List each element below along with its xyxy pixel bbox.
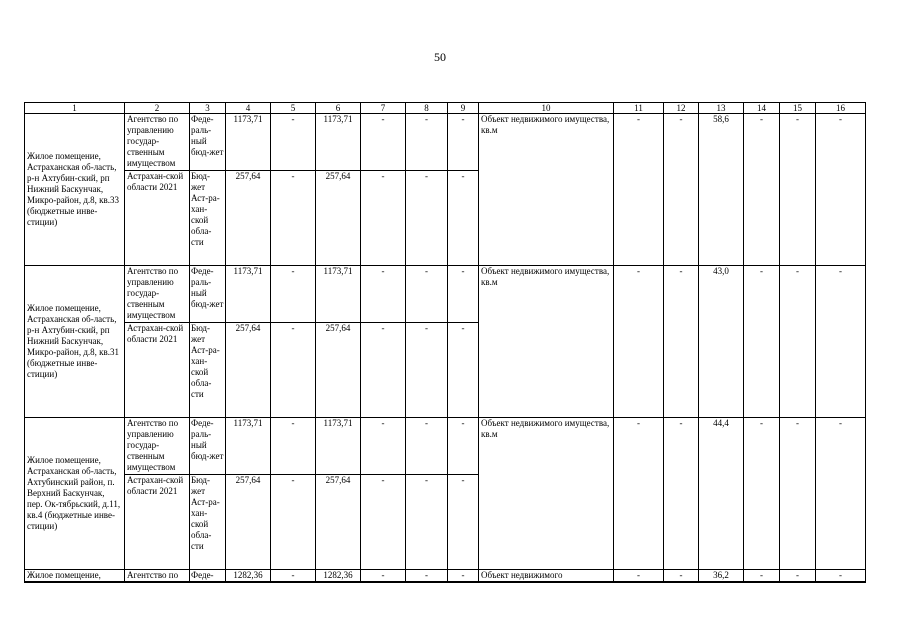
- funding-source-regional: Бюд-жет Аст-ра-хан-ской обла-сти: [190, 171, 226, 266]
- value-cell: -: [361, 323, 406, 418]
- funding-source-federal: Феде-раль-ный бюд-жет: [190, 266, 226, 323]
- value-cell: -: [448, 323, 479, 418]
- executor-agency: Агентство по: [125, 570, 190, 583]
- column-header: 7: [361, 103, 406, 114]
- column-header: 13: [699, 103, 744, 114]
- executor-agency: Агентство по управлению государ-ственным имуществом: [125, 266, 190, 323]
- amount-cell: 1173,71: [226, 114, 271, 171]
- column-header: 12: [664, 103, 699, 114]
- value-cell: -: [406, 418, 448, 475]
- executor-agency: Агентство по управлению государ-ственным имуществом: [125, 418, 190, 475]
- object-description: Жилое помещение, Астраханская об-ласть, Ахтубинский район, п. Верхний Баскунчак, пер. Ок-тябрьский, д.11, кв.4 (бюджетные инве-стиции): [25, 418, 125, 570]
- object-description: Жилое помещение, Астраханская об-ласть, р-н Ахтубин-ский, рп Нижний Баскунчак, Микро-район, д.8, кв.33 (бюджетные инве-стиции): [25, 114, 125, 266]
- value-cell: -: [448, 475, 479, 570]
- value-cell: -: [361, 475, 406, 570]
- value-cell: -: [614, 570, 664, 583]
- value-cell: -: [780, 570, 816, 583]
- column-header: 3: [190, 103, 226, 114]
- value-cell: -: [271, 266, 316, 323]
- value-cell: -: [744, 114, 780, 266]
- funding-source-regional: Бюд-жет Аст-ра-хан-ской обла-сти: [190, 475, 226, 570]
- amount-cell: 1173,71: [226, 418, 271, 475]
- column-header: 16: [816, 103, 866, 114]
- value-cell: -: [744, 418, 780, 570]
- value-cell: -: [614, 266, 664, 418]
- value-cell: -: [406, 171, 448, 266]
- value-cell: -: [664, 114, 699, 266]
- value-cell: -: [406, 475, 448, 570]
- column-header: 10: [479, 103, 614, 114]
- result-indicator: Объект недвижимого: [479, 570, 614, 583]
- total-cell: 1173,71: [316, 266, 361, 323]
- total-cell: 257,64: [316, 171, 361, 266]
- indicator-value: 44,4: [699, 418, 744, 570]
- amount-cell: 257,64: [226, 323, 271, 418]
- table-row: [25, 418, 866, 475]
- funding-source-federal: Феде-раль-ный бюд-жет: [190, 114, 226, 171]
- amount-cell: 1282,36: [226, 570, 271, 583]
- column-header: 14: [744, 103, 780, 114]
- value-cell: -: [361, 418, 406, 475]
- funding-source-federal: Феде-раль-ный бюд-жет: [190, 418, 226, 475]
- value-cell: -: [271, 570, 316, 583]
- column-header: 5: [271, 103, 316, 114]
- value-cell: -: [406, 323, 448, 418]
- total-cell: 257,64: [316, 475, 361, 570]
- executor-agency-cont: Астрахан-ской области 2021: [125, 171, 190, 266]
- total-cell: 257,64: [316, 323, 361, 418]
- value-cell: -: [780, 418, 816, 570]
- page-number: 50: [434, 50, 446, 64]
- value-cell: -: [664, 418, 699, 570]
- value-cell: -: [361, 114, 406, 171]
- column-header: 11: [614, 103, 664, 114]
- value-cell: -: [406, 570, 448, 583]
- value-cell: -: [361, 570, 406, 583]
- executor-agency: Агентство по управлению государ-ственным имуществом: [125, 114, 190, 171]
- value-cell: -: [406, 114, 448, 171]
- amount-cell: 257,64: [226, 171, 271, 266]
- value-cell: -: [448, 570, 479, 583]
- executor-agency-cont: Астрахан-ской области 2021: [125, 323, 190, 418]
- value-cell: -: [448, 266, 479, 323]
- executor-agency-cont: Астрахан-ской области 2021: [125, 475, 190, 570]
- value-cell: -: [614, 418, 664, 570]
- indicator-value: 58,6: [699, 114, 744, 266]
- column-header: 6: [316, 103, 361, 114]
- total-cell: 1282,36: [316, 570, 361, 583]
- value-cell: -: [361, 171, 406, 266]
- value-cell: -: [448, 418, 479, 475]
- value-cell: -: [271, 418, 316, 475]
- value-cell: -: [614, 114, 664, 266]
- total-cell: 1173,71: [316, 114, 361, 171]
- value-cell: -: [448, 171, 479, 266]
- value-cell: -: [271, 114, 316, 171]
- table-row: [25, 114, 866, 171]
- total-cell: 1173,71: [316, 418, 361, 475]
- value-cell: -: [664, 570, 699, 583]
- value-cell: -: [271, 171, 316, 266]
- result-indicator: Объект недвижимого имущества, кв.м: [479, 418, 614, 570]
- column-header: 2: [125, 103, 190, 114]
- value-cell: -: [780, 266, 816, 418]
- column-header: 8: [406, 103, 448, 114]
- budget-table: [24, 102, 866, 583]
- value-cell: -: [744, 266, 780, 418]
- funding-source-regional: Бюд-жет Аст-ра-хан-ской обла-сти: [190, 323, 226, 418]
- value-cell: -: [271, 323, 316, 418]
- column-header: 15: [780, 103, 816, 114]
- header-row: [25, 103, 866, 114]
- table-row: [25, 570, 866, 583]
- indicator-value: 43,0: [699, 266, 744, 418]
- column-header: 4: [226, 103, 271, 114]
- amount-cell: 1173,71: [226, 266, 271, 323]
- indicator-value: 36,2: [699, 570, 744, 583]
- value-cell: -: [816, 570, 866, 583]
- column-header: 9: [448, 103, 479, 114]
- value-cell: -: [361, 266, 406, 323]
- object-description: Жилое помещение, Астраханская об-ласть, р-н Ахтубин-ский, рп Нижний Баскунчак, Микро-район, д.8, кв.31 (бюджетные инве-стиции): [25, 266, 125, 418]
- value-cell: -: [816, 418, 866, 570]
- funding-source-federal: Феде-: [190, 570, 226, 583]
- value-cell: -: [406, 266, 448, 323]
- column-header: 1: [25, 103, 125, 114]
- value-cell: -: [780, 114, 816, 266]
- amount-cell: 257,64: [226, 475, 271, 570]
- table-row: [25, 266, 866, 323]
- value-cell: -: [271, 475, 316, 570]
- value-cell: -: [448, 114, 479, 171]
- value-cell: -: [816, 114, 866, 266]
- result-indicator: Объект недвижимого имущества, кв.м: [479, 266, 614, 418]
- object-description: Жилое помещение,: [25, 570, 125, 583]
- value-cell: -: [816, 266, 866, 418]
- value-cell: -: [664, 266, 699, 418]
- value-cell: -: [744, 570, 780, 583]
- result-indicator: Объект недвижимого имущества, кв.м: [479, 114, 614, 266]
